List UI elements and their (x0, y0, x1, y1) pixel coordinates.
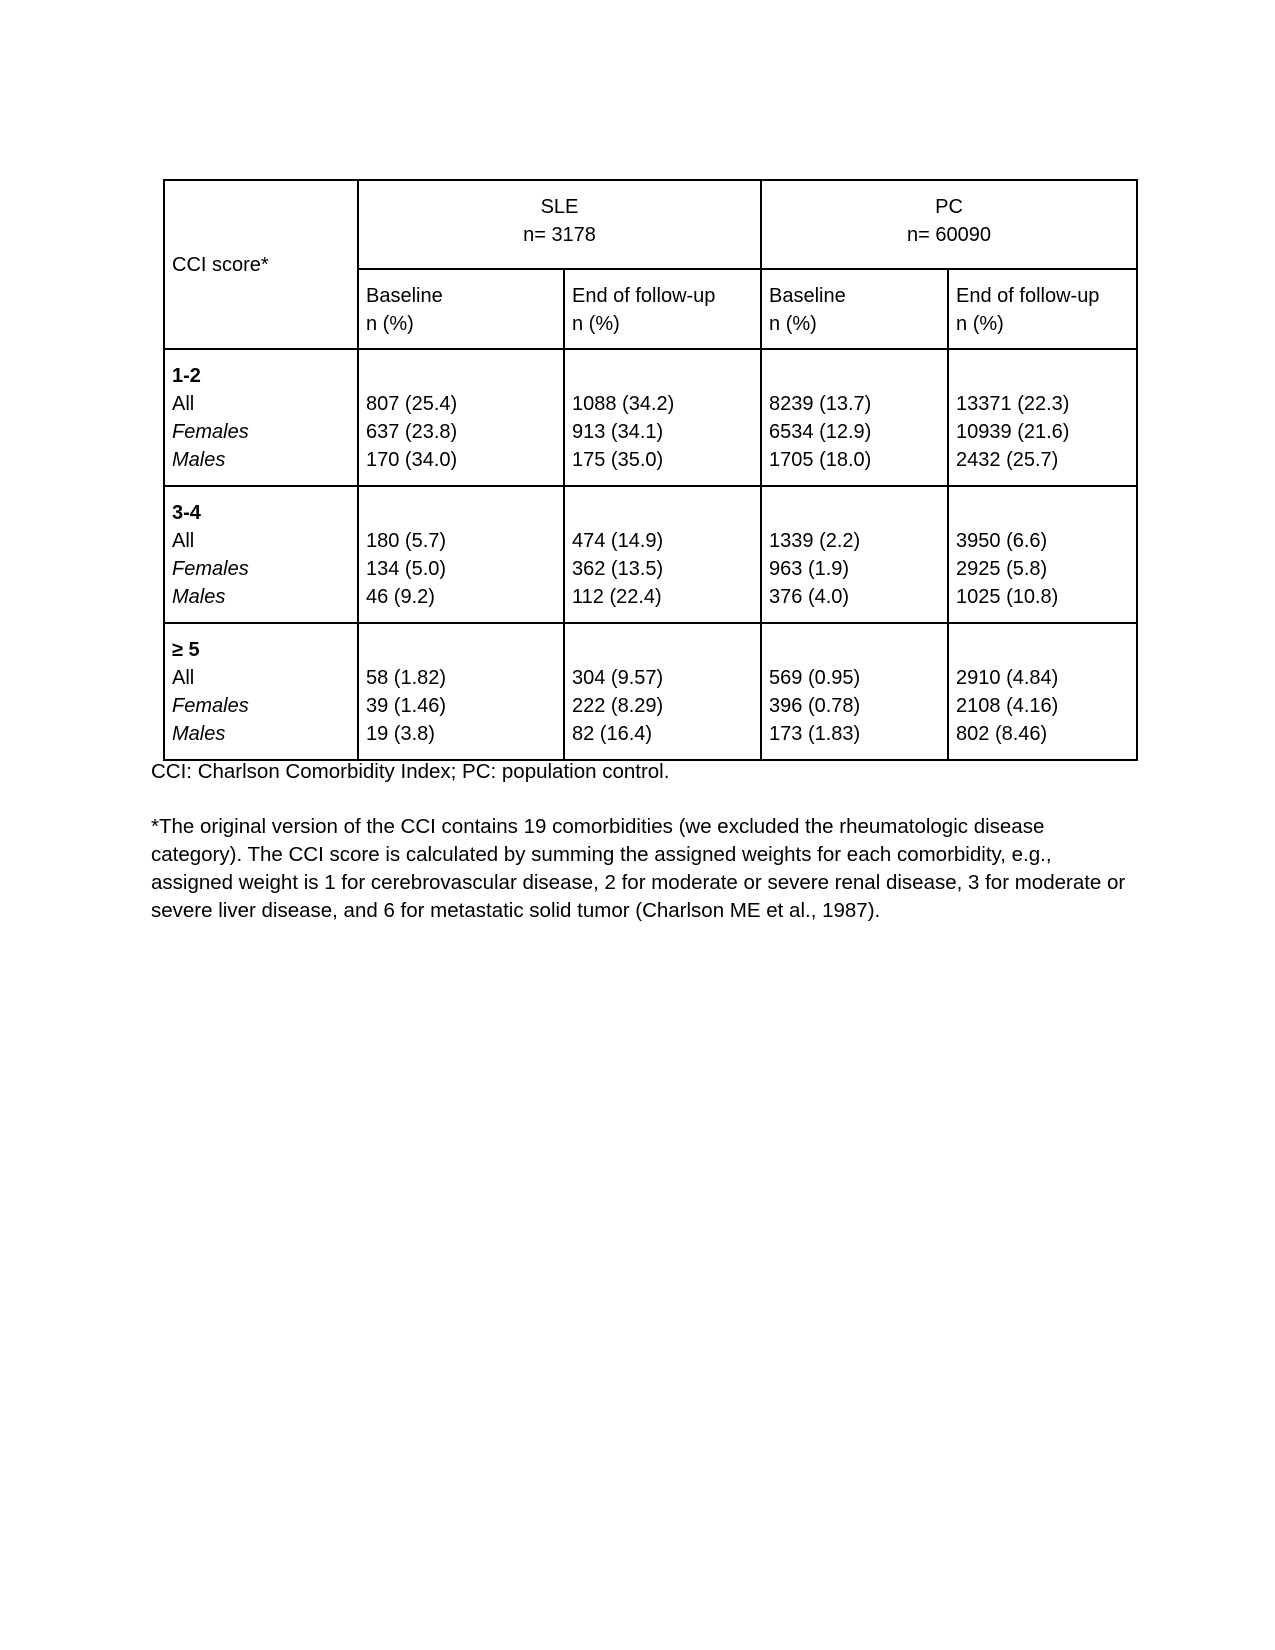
score-label-cell (164, 349, 358, 486)
value-cell (564, 349, 761, 486)
cell-value: 474 (14.9) (572, 530, 664, 552)
table-notes (151, 758, 1131, 952)
cell-value: 2108 (4.16) (956, 695, 1059, 717)
group-n: n= 60090 (907, 224, 992, 246)
cell-value: 13371 (22.3) (956, 393, 1070, 415)
cell-value: 175 (35.0) (572, 449, 664, 471)
cell-value: 222 (8.29) (572, 695, 664, 717)
value-cell (358, 349, 564, 486)
score-range: 1-2 (172, 365, 201, 387)
value-cell (358, 623, 564, 760)
table-row (164, 623, 1137, 760)
subheader-title: Baseline (769, 285, 846, 307)
cell-value: 376 (4.0) (769, 586, 850, 608)
row-label: Females (172, 421, 249, 443)
cell-value: 913 (34.1) (572, 421, 664, 443)
cci-score-header: CCI score* (164, 180, 358, 349)
cell-value: 2925 (5.8) (956, 558, 1048, 580)
cell-value: 39 (1.46) (366, 695, 447, 717)
subheader-unit: n (%) (572, 313, 620, 335)
cell-value: 569 (0.95) (769, 667, 861, 689)
row-label: Males (172, 586, 226, 608)
row-label: Males (172, 723, 226, 745)
cell-value: 802 (8.46) (956, 723, 1048, 745)
group-name: PC (935, 196, 963, 218)
cell-value: 8239 (13.7) (769, 393, 872, 415)
cell-value: 807 (25.4) (366, 393, 458, 415)
cell-value: 173 (1.83) (769, 723, 861, 745)
subheader-title: Baseline (366, 285, 443, 307)
value-cell (358, 486, 564, 623)
row-label: All (172, 393, 195, 415)
value-cell (761, 486, 948, 623)
subheader-title: End of follow-up (956, 285, 1100, 307)
cell-value: 6534 (12.9) (769, 421, 872, 443)
cell-value: 2910 (4.84) (956, 667, 1059, 689)
row-label: All (172, 530, 195, 552)
value-cell (761, 349, 948, 486)
cell-value: 396 (0.78) (769, 695, 861, 717)
cell-value: 963 (1.9) (769, 558, 850, 580)
cell-value: 58 (1.82) (366, 667, 447, 689)
cell-value: 637 (23.8) (366, 421, 458, 443)
footnote: *The original version of the CCI contains 19 comorbidities (we excluded the rheumatologic disease category). The CCI score is calculated by summing the assigned weights for each comorbidity, e.g., assigned weight is 1 for cerebrovascular disease, 2 for moderate or severe renal disease, 3 for moderate or severe liver disease, and 6 for metastatic solid tumor (Charlson ME et al., 1987). (151, 815, 1126, 922)
cell-value: 1088 (34.2) (572, 393, 675, 415)
score-label-cell (164, 623, 358, 760)
score-range: 3-4 (172, 502, 201, 524)
subheader-unit: n (%) (956, 313, 1004, 335)
value-cell (948, 486, 1137, 623)
cell-value: 362 (13.5) (572, 558, 664, 580)
score-range: ≥ 5 (172, 639, 200, 661)
cell-value: 2432 (25.7) (956, 449, 1059, 471)
cci-table (163, 179, 1138, 761)
score-label-cell (164, 486, 358, 623)
cell-value: 1339 (2.2) (769, 530, 861, 552)
value-cell (948, 349, 1137, 486)
cell-value: 10939 (21.6) (956, 421, 1070, 443)
row-label: Males (172, 449, 226, 471)
group-header-pc (761, 180, 1137, 269)
row-label: Females (172, 695, 249, 717)
subheader-unit: n (%) (769, 313, 817, 335)
subheader-sle-end (564, 269, 761, 349)
cell-value: 3950 (6.6) (956, 530, 1048, 552)
cci-table-container (163, 179, 1136, 761)
row-label: All (172, 667, 195, 689)
cell-value: 134 (5.0) (366, 558, 447, 580)
subheader-sle-baseline (358, 269, 564, 349)
group-header-row (164, 180, 1137, 269)
cell-value: 46 (9.2) (366, 586, 435, 608)
cell-value: 1705 (18.0) (769, 449, 872, 471)
table-row (164, 349, 1137, 486)
table-row (164, 486, 1137, 623)
subheader-pc-baseline (761, 269, 948, 349)
cell-value: 82 (16.4) (572, 723, 653, 745)
value-cell (761, 623, 948, 760)
subheader-unit: n (%) (366, 313, 414, 335)
cell-value: 170 (34.0) (366, 449, 458, 471)
group-n: n= 3178 (523, 224, 596, 246)
cell-value: 19 (3.8) (366, 723, 435, 745)
cell-value: 112 (22.4) (572, 586, 662, 608)
subheader-title: End of follow-up (572, 285, 716, 307)
cell-value: 1025 (10.8) (956, 586, 1059, 608)
abbreviations-note: CCI: Charlson Comorbidity Index; PC: population control. (151, 760, 670, 783)
group-header-sle (358, 180, 761, 269)
value-cell (564, 486, 761, 623)
value-cell (564, 623, 761, 760)
group-name: SLE (540, 196, 579, 218)
value-cell (948, 623, 1137, 760)
row-label: Females (172, 558, 249, 580)
cell-value: 304 (9.57) (572, 667, 664, 689)
cell-value: 180 (5.7) (366, 530, 447, 552)
subheader-pc-end (948, 269, 1137, 349)
